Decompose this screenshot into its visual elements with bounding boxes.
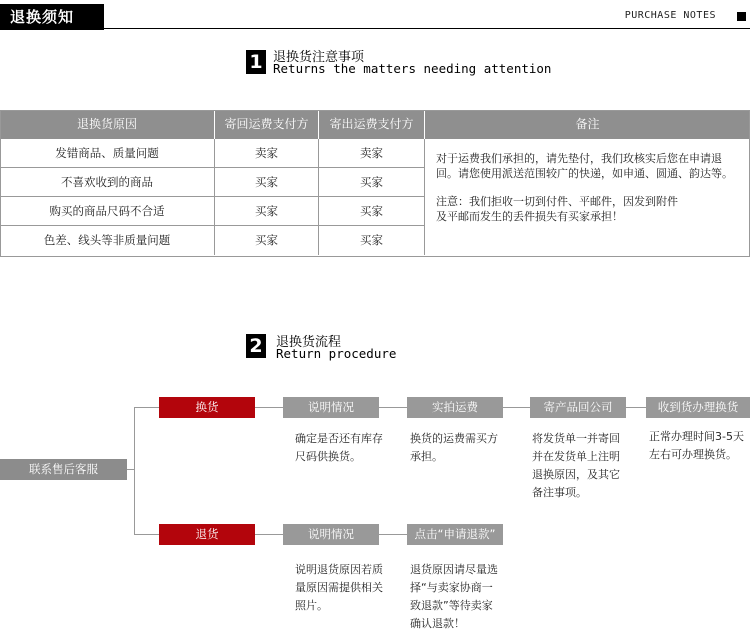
table-cell-send-payer: 卖家 [319,139,425,168]
table-cell-send-payer: 买家 [319,226,425,255]
connector-line [134,407,135,534]
table-cell-reason: 色差、线头等非质量问题 [0,226,215,255]
section-2-title-en: Return procedure [276,346,397,361]
refund-label: 退货 [159,524,255,545]
section-number-1: 1 [246,50,266,74]
connector-line [134,407,159,408]
exchange-step-explain: 说明情况 [283,397,379,418]
table-header-reason: 退换货原因 [0,110,215,139]
table-cell-send-payer: 买家 [319,197,425,226]
table-cell-return-payer: 买家 [215,197,319,226]
exchange-step-explain-text: 确定是否还有库存 尺码供换货。 [295,432,383,463]
section-number-2: 2 [246,334,266,358]
note-warning-line-2: 及平邮而发生的丢件损失有买家承担！ [436,210,623,223]
table-header-send-shipping: 寄出运费支付方 [319,110,425,139]
exchange-step-process: 收到货办理换货 [646,397,750,418]
refund-step-apply: 点击“申请退款” [407,524,503,545]
exchange-step-send-back-text: 将发货单一并寄回 并在发货单上注明 退换原因，及其它 备注事项。 [532,432,620,499]
note-warning-line-1: 注意：我们拒收一切到付件、平邮件，因发到附件 [436,195,678,208]
exchange-step-shipping-text: 换货的运费需买方 承担。 [410,432,498,463]
table-cell-return-payer: 买家 [215,168,319,197]
exchange-step-shipping: 实拍运费 [407,397,503,418]
table-notes-cell [436,151,741,224]
table-header-return-shipping: 寄回运费支付方 [215,110,319,139]
refund-step-explain: 说明情况 [283,524,379,545]
table-cell-return-payer: 买家 [215,226,319,255]
exchange-step-process-text: 正常办理时间3-5天 左右可办理换货。 [649,430,744,461]
header-tag: 退换须知 [0,4,104,30]
section-1-title-cn: 退换货注意事项 [273,50,365,65]
table-cell-reason: 不喜欢收到的商品 [0,168,215,197]
exchange-label: 换货 [159,397,255,418]
square-icon [737,12,746,21]
exchange-step-send-back: 寄产品回公司 [530,397,626,418]
connector-line [134,534,159,535]
note-shipping: 对于运费我们承担的，请先垫付，我们玫核实后您在申请退回。请您使用派送范围较广的快递，如申通、圆通、韵达等。 [436,152,733,180]
section-1-title-en: Returns the matters needing attention [273,61,552,76]
refund-step-apply-text: 退货原因请尽量选 择“与卖家协商一 致退款”等待卖家 确认退款！ [410,563,498,630]
contact-support-box: 联系售后客服 [0,459,127,480]
header-english-title: PURCHASE NOTES [624,10,716,21]
table-cell-return-payer: 卖家 [215,139,319,168]
table-cell-send-payer: 买家 [319,168,425,197]
header-divider [104,28,750,29]
table-header-notes: 备注 [425,110,750,139]
section-2-title-cn: 退换货流程 [276,335,342,350]
table-cell-reason: 发错商品、质量问题 [0,139,215,168]
refund-step-explain-text: 说明退货原因若质 量原因需提供相关 照片。 [295,563,383,612]
table-cell-reason: 购买的商品尺码不合适 [0,197,215,226]
